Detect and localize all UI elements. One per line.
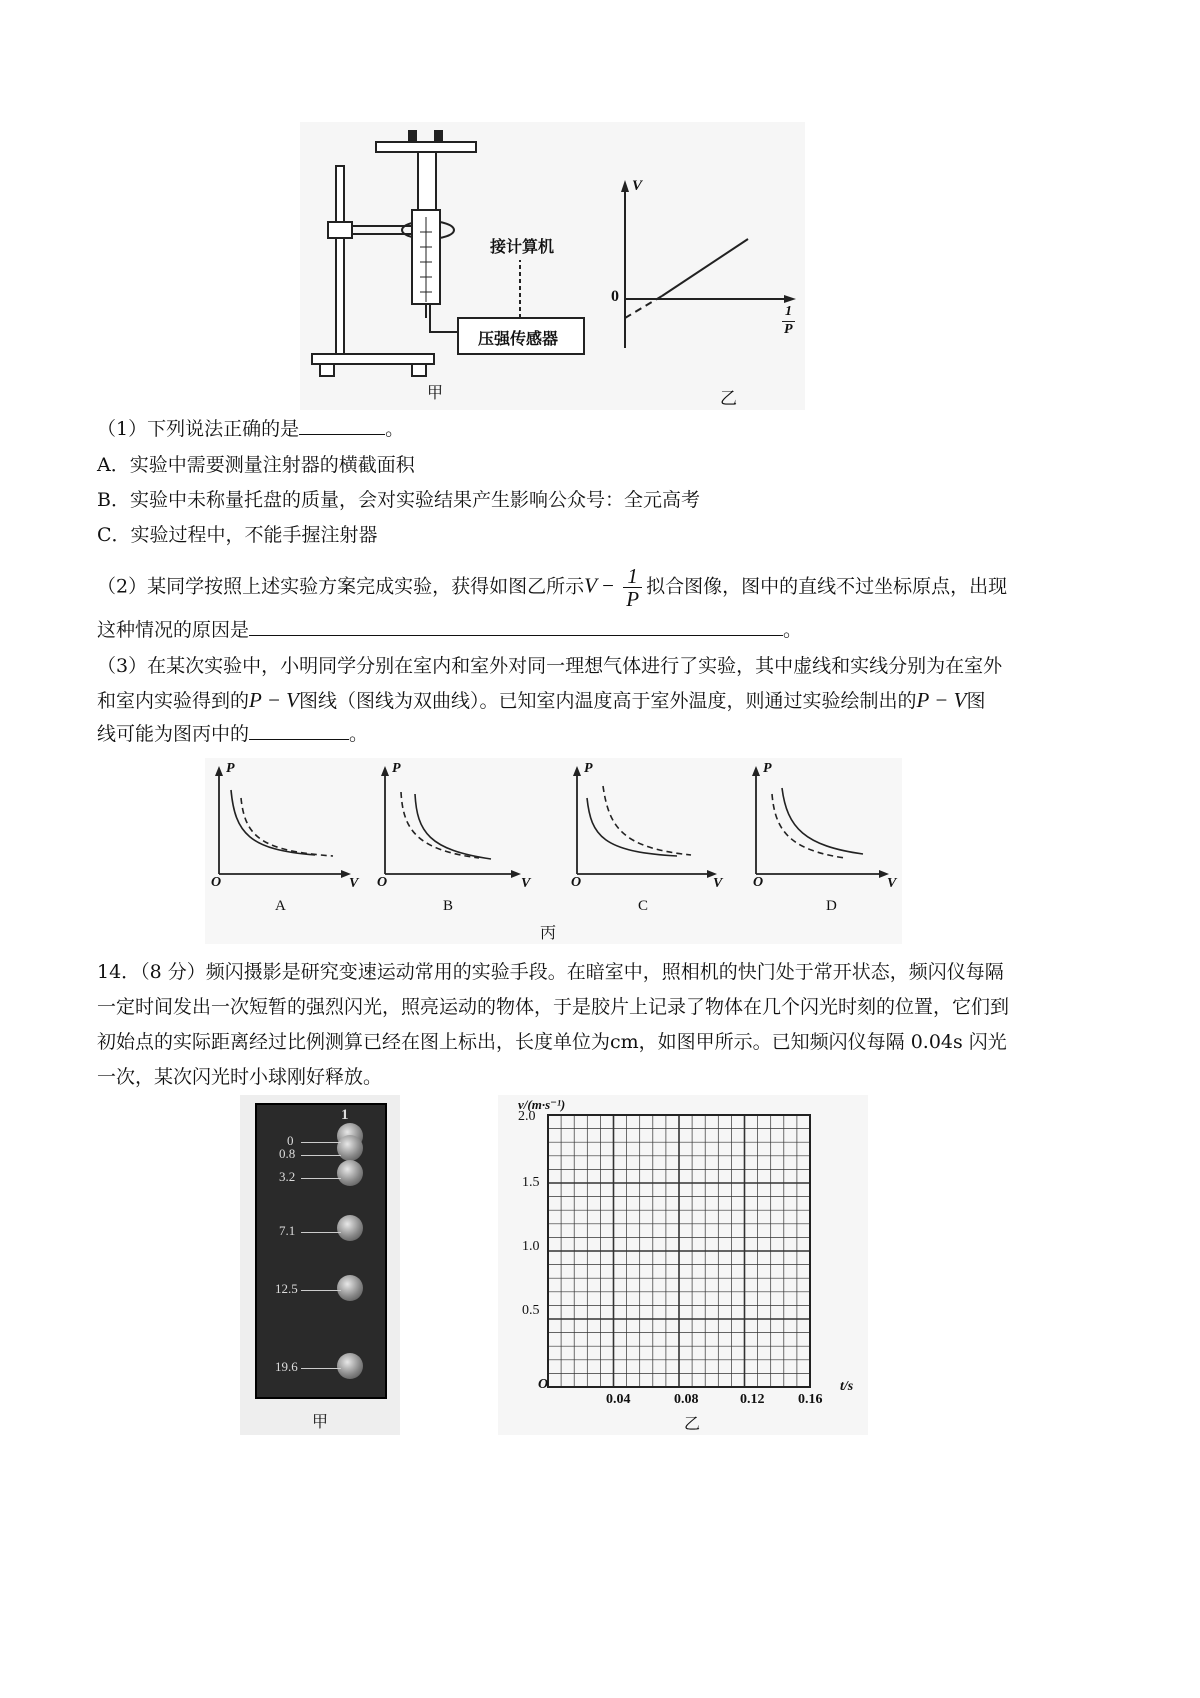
apparatus-figure	[300, 122, 805, 410]
grid-lines	[548, 1115, 810, 1387]
q3-line3: 线可能为图丙中的 。	[97, 723, 369, 745]
v-t-grid	[498, 1095, 868, 1435]
pv-graphs	[205, 758, 902, 944]
graph-x-axis-num: 1	[785, 304, 792, 319]
q1-option-b: B．实验中未称量托盘的质量，会对实验结果产生影响公众号：全元高考	[97, 489, 700, 511]
q14-line1: 14．（8 分）频闪摄影是研究变速运动常用的实验手段。在暗室中，照相机的快门处于常开状态，频闪仪每隔	[97, 961, 1004, 983]
pos-label-0: 0	[287, 1133, 294, 1148]
panel-c-letter: C	[638, 898, 649, 914]
panel-d-x-label: V	[887, 876, 897, 891]
pos-label-2: 3.2	[279, 1169, 296, 1184]
grid-chart-frame	[498, 1095, 868, 1435]
q1-answer-blank[interactable]	[299, 416, 385, 435]
panel-a-letter: A	[275, 898, 286, 914]
panel-b-y-label: P	[392, 761, 401, 776]
q2-line1: （2）某同学按照上述实验方案完成实验，获得如图乙所示V − $\frac{1}{P}$ 拟合图像，图中的直线不过坐标原点，出现	[97, 564, 1008, 611]
grid-x-tick-0-12: 0.12	[740, 1392, 765, 1407]
q1-option-c: C．实验过程中，不能手握注射器	[97, 524, 378, 546]
ball-2	[337, 1160, 363, 1186]
grid-x-tick-0-04: 0.04	[606, 1392, 631, 1407]
ball-5	[337, 1353, 363, 1379]
q3-line1: （3）在某次实验中，小明同学分别在室内和室外对同一理想气体进行了实验，其中虚线和实线分别为在室外	[97, 655, 1003, 677]
panel-a-y-label: P	[226, 761, 235, 776]
pos-label-4: 12.5	[275, 1281, 298, 1296]
panel-b-x-label: V	[521, 876, 531, 891]
graph-x-axis-den: P	[784, 322, 793, 337]
figure-bing	[205, 758, 902, 944]
leader-0	[301, 1142, 341, 1143]
grid-y-tick-1-5: 1.5	[522, 1175, 540, 1190]
leader-1	[301, 1155, 341, 1156]
panel-b-origin: O	[377, 875, 388, 890]
panel-a-axes	[215, 766, 351, 878]
panel-d-origin: O	[753, 875, 764, 890]
computer-label: 接计算机	[490, 237, 555, 256]
q14-line4: 一次，某次闪光时小球刚好释放。	[97, 1066, 383, 1088]
panel-c-x-label: V	[713, 876, 723, 891]
panel-b-letter: B	[443, 898, 454, 914]
strobe-photo	[255, 1103, 387, 1399]
q1-prompt: （1）下列说法正确的是 。	[97, 418, 405, 440]
figure-yi-label: 乙	[720, 389, 737, 409]
grid-x-label: t/s	[840, 1379, 854, 1394]
pos-label-5: 19.6	[275, 1359, 298, 1374]
panel-a-x-label: V	[349, 876, 359, 891]
strobe-photo-frame	[240, 1095, 400, 1435]
q2-answer-blank[interactable]	[249, 617, 783, 636]
ball-1	[337, 1135, 363, 1161]
q2-fraction: $\frac{1}{P}$	[623, 565, 642, 610]
apparatus-diagram	[300, 122, 805, 410]
q3-answer-blank[interactable]	[249, 721, 349, 740]
ball-4	[337, 1275, 363, 1301]
q14-line3: 初始点的实际距离经过比例测算已经在图上标出，长度单位为cm，如图甲所示。已知频闪仪每隔 0.04s 闪光	[97, 1031, 1007, 1053]
grid-y-tick-2-0: 2.0	[518, 1109, 536, 1124]
photo-label: 甲	[312, 1412, 329, 1431]
leader-2	[301, 1178, 341, 1179]
panel-c-y-label: P	[584, 761, 593, 776]
q14-line2: 一定时间发出一次短暂的强烈闪光，照亮运动的物体，于是胶片上记录了物体在几个闪光时刻的位置，它们到	[97, 996, 1010, 1018]
panel-c-origin: O	[571, 875, 582, 890]
panel-d-axes	[752, 766, 889, 878]
sensor-label: 压强传感器	[478, 329, 559, 348]
graph-origin-label: 0	[611, 288, 619, 305]
q2-line2: 这种情况的原因是 。	[97, 619, 803, 641]
graph-y-axis-label: V	[632, 178, 643, 194]
grid-origin: O	[538, 1377, 549, 1392]
panel-c-axes	[573, 766, 717, 878]
ball-3	[337, 1215, 363, 1241]
grid-y-tick-0-5: 0.5	[522, 1303, 540, 1318]
leader-3	[301, 1232, 341, 1233]
figure-bing-label: 丙	[540, 923, 557, 942]
photo-tag: 1	[341, 1107, 349, 1123]
panel-b-axes	[381, 766, 521, 878]
grid-y-tick-1-0: 1.0	[522, 1239, 540, 1254]
grid-y-label: v/(m·s⁻¹)	[518, 1097, 566, 1112]
figure-jia-label: 甲	[427, 383, 444, 402]
panel-d-y-label: P	[763, 761, 772, 776]
grid-x-tick-0-16: 0.16	[798, 1392, 823, 1407]
q3-line2: 和室内实验得到的P − V图线（图线为双曲线）。已知室内温度高于室外温度，则通过实验绘制出的P − V图	[97, 688, 986, 712]
leader-4	[301, 1290, 341, 1291]
grid-chart-label: 乙	[684, 1414, 701, 1433]
leader-5	[301, 1368, 341, 1369]
panel-a-origin: O	[211, 875, 222, 890]
q1-option-a: A．实验中需要测量注射器的横截面积	[97, 454, 415, 476]
pos-label-3: 7.1	[279, 1223, 296, 1238]
pos-label-1: 0.8	[279, 1146, 296, 1161]
grid-x-tick-0-08: 0.08	[674, 1392, 699, 1407]
panel-d-letter: D	[826, 898, 837, 914]
